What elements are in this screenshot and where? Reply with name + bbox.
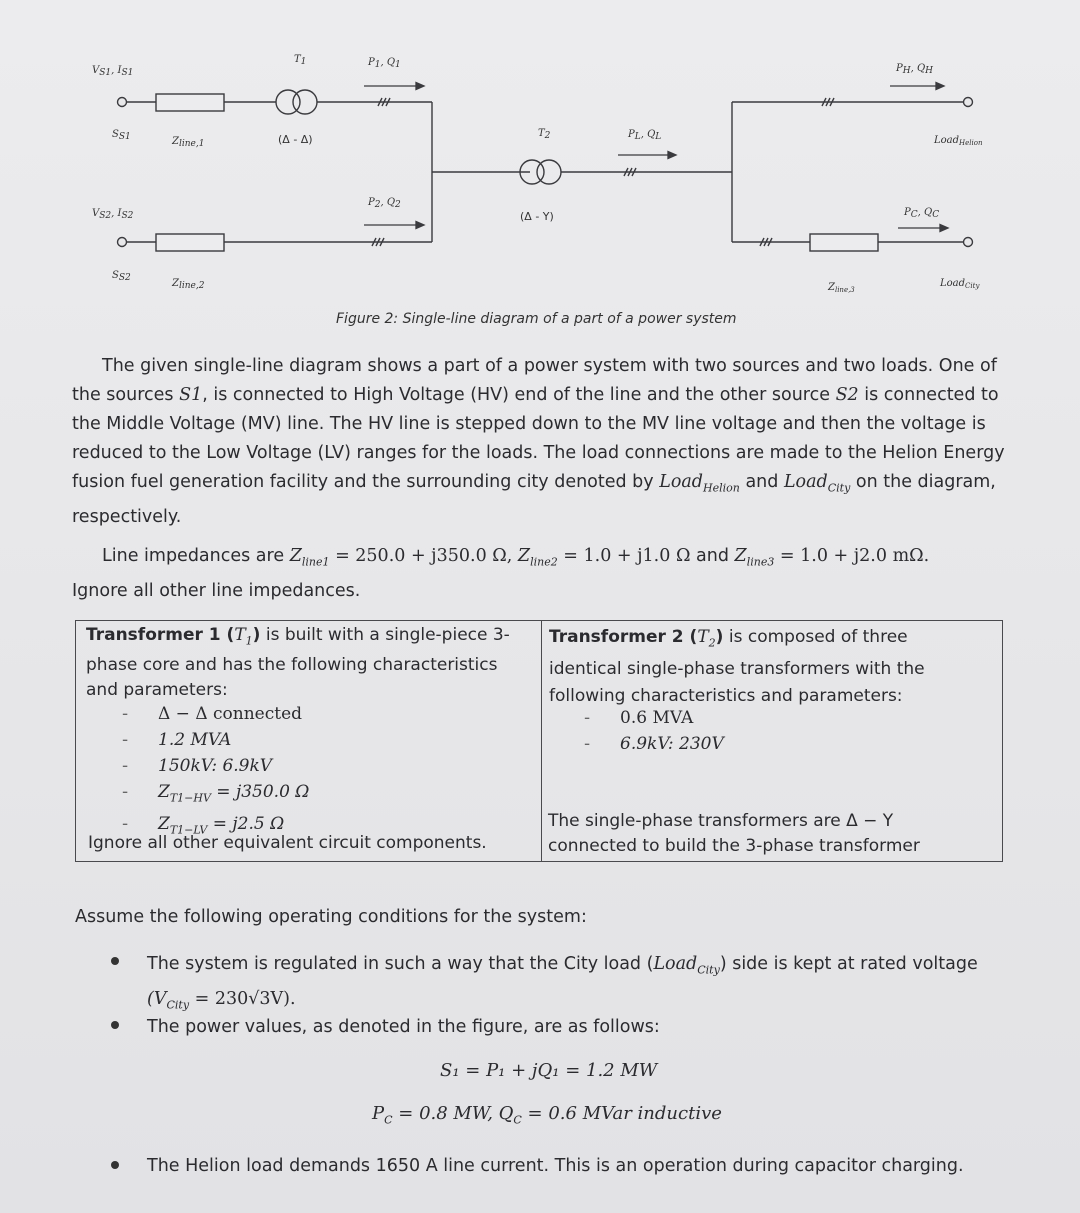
condition-city-voltage: The system is regulated in such a way that the City load (Load$_{City}$) side is kept at rated voltage $(V_{City} = 230√3V)$. [147,954,978,1011]
source2-vi-label: VS2, IS2 [92,208,134,221]
helion-load-terminal [964,98,973,107]
city-load-terminal [964,238,973,247]
p2q2-label: P2, Q2 [368,197,401,210]
condition-helion-current: The Helion load demands 1650 A line current. This is an operation during capacitor charging. [147,1156,964,1176]
transformer1-box [75,620,541,862]
bullet-icon [111,957,119,965]
spec-item: - $Z_{T1-HV} = j350.0$ Ω [158,779,309,811]
zline2-label: Zline,2 [172,278,205,291]
transformer2-specs [620,705,724,757]
transformer1-footer: Ignore all other equivalent circuit components. [88,833,487,853]
spec-item: - 6.9kV: 230V [620,731,724,757]
transformer1-description: Transformer 1 $(T_1)$ is built with a single-piece 3- phase core and has the following characteristics and parameters: [86,625,510,701]
t1-winding-2 [293,90,317,114]
single-line-diagram [0,0,1080,300]
bullet-icon [111,1161,119,1169]
transformer2-description: Transformer 2 $(T_2)$ is composed of three identical single-phase transformers with the following characteristics and parameters: [549,627,925,707]
spec-item: - Δ − Δ connected [158,701,309,727]
phqh-arrow [936,83,944,90]
zline1-impedance [156,94,224,111]
plql-label: PL, QL [628,129,662,142]
spec-item: - 0.6 MVA [620,705,724,731]
intro-paragraph: The given single-line diagram shows a part of a power system with two sources and two loads. One of the sources S1, is connected to High Voltage (HV) end of the line and the other source S2 is connected to the Middle Voltage (MV) line. The HV line is stepped down to the MV line voltage and then the voltage is reduced to the Low Voltage (LV) ranges for the loads. The load connections are made to the Helion Energy fusion fuel generation facility and the surrounding city denoted by Load$_{Helion}$ and Load$_{City}$ on the diagram, respectively. [72,356,1005,527]
load-city-label: Load$_{City}$ [940,278,980,290]
load-helion-label: Load$_{Helion}$ [934,135,983,147]
source2-terminal [118,238,127,247]
pcqc-label: PC, QC [904,207,940,220]
t2-label: T2 [538,128,551,141]
t2-winding-2 [537,160,561,184]
equation-pc-qc: $P_C = 0.8$ MW, $Q_C = 0.6$ MVar inductive [372,1103,722,1127]
bullet-icon [111,1021,119,1029]
pcqc-arrow [940,225,948,232]
source1-terminal [118,98,127,107]
plql-arrow [668,152,676,159]
source1-label: SS1 [112,129,131,142]
p1q1-arrow [416,83,424,90]
impedance-paragraph: Line impedances are $Z_{line1} = 250.0 + j350.0$ Ω, $Z_{line2} = 1.0 + j1.0$ Ω and $Z_{line3} = 1.0 + j2.0$ mΩ. Ignore all other line impedances. [72,546,930,601]
t2-connection-label: (Δ - Y) [520,210,554,223]
zline3-impedance [810,234,878,251]
p2q2-arrow [416,222,424,229]
zline3-label: $Z_{line,3}$ [828,282,855,294]
spec-item: - 150kV: 6.9kV [158,753,309,779]
t1-label: T1 [294,54,307,67]
transformer2-footer: The single-phase transformers are Δ − Y connected to build the 3-phase transformer [548,811,920,856]
phqh-label: PH, QH [896,63,934,76]
source1-vi-label: VS1, IS1 [92,65,134,78]
source2-label: SS2 [112,270,131,283]
equation-s1: S₁ = P₁ + jQ₁ = 1.2 MW [440,1060,658,1081]
zline1-label: Zline,1 [172,136,205,149]
transformer1-specs [158,701,309,844]
spec-item: - $Z_{T1-LV} = j2.5$ Ω [158,811,309,843]
zline2-impedance [156,234,224,251]
figure-caption: Figure 2: Single-line diagram of a part of a power system [336,311,737,327]
p1q1-label: P1, Q1 [368,57,401,70]
transformer2-box [541,620,1003,862]
conditions-heading: Assume the following operating conditions for the system: [75,907,587,927]
t1-connection-label: (Δ - Δ) [278,133,313,146]
condition-power-values: The power values, as denoted in the figure, are as follows: [147,1017,660,1037]
spec-item: - 1.2 MVA [158,727,309,753]
